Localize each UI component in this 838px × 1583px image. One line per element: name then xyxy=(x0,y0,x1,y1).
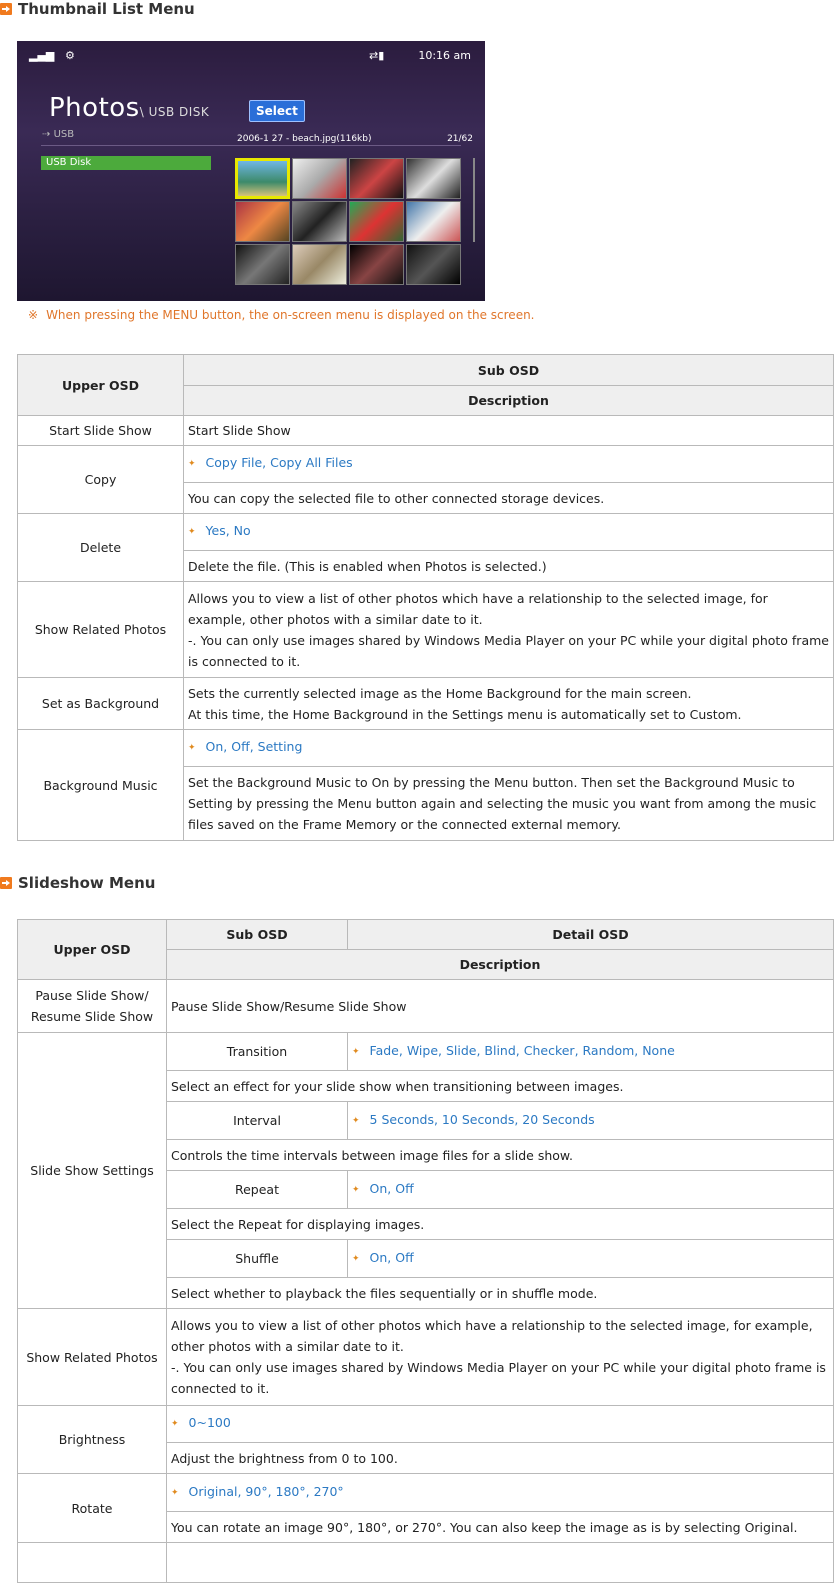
section-title-thumbnail xyxy=(0,0,195,18)
arrow-right-icon xyxy=(0,3,12,15)
scrollbar[interactable] xyxy=(473,158,475,242)
section-title-text: Thumbnail List Menu xyxy=(18,0,195,18)
header-description: Description xyxy=(184,386,834,416)
header-detail-osd: Detail OSD xyxy=(348,920,834,950)
row-description: Pause Slide Show/Resume Slide Show xyxy=(167,980,834,1033)
thumbnail[interactable] xyxy=(292,244,347,285)
row-label: Show Related Photos xyxy=(18,582,184,678)
thumbnail[interactable] xyxy=(292,201,347,242)
thumbnail[interactable] xyxy=(406,201,461,242)
thumbnail[interactable] xyxy=(235,244,290,285)
row-options: ✦ On, Off xyxy=(348,1171,834,1209)
menu-note: ※ When pressing the MENU button, the on-screen menu is displayed on the screen. xyxy=(28,308,535,322)
row-label: Rotate xyxy=(18,1474,167,1543)
row-options: ✦ 5 Seconds, 10 Seconds, 20 Seconds xyxy=(348,1102,834,1140)
row-description: Set the Background Music to On by pressing the Menu button. Then set the Background Music to Setting by pressing the Menu button again and selecting the music you want from among the music files saved on the Frame Memory or the connected external memory. xyxy=(184,767,834,841)
header-upper-osd: Upper OSD xyxy=(18,355,184,416)
row-options: ✦ Fade, Wipe, Slide, Blind, Checker, Random, None xyxy=(348,1033,834,1071)
sub-label: Repeat xyxy=(167,1171,348,1209)
row-label: Brightness xyxy=(18,1406,167,1474)
row-label: Set as Background xyxy=(18,678,184,730)
row-description: Allows you to view a list of other photos which have a relationship to the selected image, for example, other photos with a similar date to it. -. You can only use images shared by Windows Media Player on your PC while your digital photo frame is connected to it. xyxy=(167,1309,834,1406)
row-label xyxy=(18,1543,167,1583)
row-description: You can copy the selected file to other connected storage devices. xyxy=(184,483,834,514)
row-description: Delete the file. (This is enabled when Photos is selected.) xyxy=(184,551,834,582)
thumbnail-menu-table xyxy=(17,354,834,841)
row-description: Select whether to playback the files sequentially or in shuffle mode. xyxy=(167,1278,834,1309)
thumbnail[interactable] xyxy=(292,158,347,199)
thumbnail[interactable] xyxy=(406,158,461,199)
usb-icon: ⇄▮ xyxy=(369,49,385,62)
settings-icon: ⚙ xyxy=(65,49,75,62)
row-description: Allows you to view a list of other photos which have a relationship to the selected image, for example, other photos with a similar date to it. -. You can only use images shared by Windows Media Player on your PC while your digital photo frame is connected to it. xyxy=(184,582,834,678)
header-sub-osd: Sub OSD xyxy=(167,920,348,950)
row-label: Start Slide Show xyxy=(18,416,184,446)
select-button[interactable]: Select xyxy=(249,100,305,122)
row-description: Start Slide Show xyxy=(184,416,834,446)
signal-icon: ▂▄▆ xyxy=(29,49,55,62)
header-description: Description xyxy=(167,950,834,980)
row-description xyxy=(167,1543,834,1583)
row-options: ✦ On, Off xyxy=(348,1240,834,1278)
row-description: Sets the currently selected image as the Home Background for the main screen. At this time, the Home Background in the Settings menu is automatically set to Custom. xyxy=(184,678,834,730)
thumbnail-grid xyxy=(235,158,467,290)
file-info: 2006-1 27 - beach.jpg(116kb) xyxy=(237,134,372,144)
divider xyxy=(41,145,461,146)
arrow-right-icon xyxy=(0,877,12,889)
screen-title: Photos\ USB DISK xyxy=(49,93,210,123)
thumbnail-selected[interactable] xyxy=(235,158,290,199)
row-options: ✦ Copy File, Copy All Files xyxy=(184,446,834,483)
row-description: Adjust the brightness from 0 to 100. xyxy=(167,1443,834,1474)
usb-disk-item[interactable]: USB Disk xyxy=(41,156,211,170)
row-options: ✦ Original, 90°, 180°, 270° xyxy=(167,1474,834,1512)
row-label: Background Music xyxy=(18,730,184,841)
status-time: 10:16 am xyxy=(418,49,471,62)
row-label: Slide Show Settings xyxy=(18,1033,167,1309)
sub-label: Shuffle xyxy=(167,1240,348,1278)
thumbnail[interactable] xyxy=(406,244,461,285)
row-description: Select an effect for your slide show when transitioning between images. xyxy=(167,1071,834,1102)
row-options: ✦ On, Off, Setting xyxy=(184,730,834,767)
header-upper-osd: Upper OSD xyxy=(18,920,167,980)
thumbnail[interactable] xyxy=(349,201,404,242)
device-screenshot xyxy=(17,41,485,301)
source-usb: ⇢ USB xyxy=(42,129,75,140)
sub-label: Interval xyxy=(167,1102,348,1140)
section-title-text: Slideshow Menu xyxy=(18,874,156,892)
header-sub-osd: Sub OSD xyxy=(184,355,834,386)
thumbnail[interactable] xyxy=(349,158,404,199)
sub-label: Transition xyxy=(167,1033,348,1071)
row-options: ✦ Yes, No xyxy=(184,514,834,551)
slideshow-menu-table xyxy=(17,919,834,1583)
reference-mark-icon: ※ xyxy=(28,308,39,322)
row-label: Copy xyxy=(18,446,184,514)
thumbnail[interactable] xyxy=(349,244,404,285)
row-options: ✦ 0~100 xyxy=(167,1406,834,1443)
thumbnail[interactable] xyxy=(235,201,290,242)
screen-subtitle: \ USB DISK xyxy=(139,105,210,119)
file-counter: 21/62 xyxy=(447,134,473,144)
row-description: Controls the time intervals between image files for a slide show. xyxy=(167,1140,834,1171)
row-description: Select the Repeat for displaying images. xyxy=(167,1209,834,1240)
section-title-slideshow xyxy=(0,874,155,892)
row-label: Show Related Photos xyxy=(18,1309,167,1406)
row-label: Pause Slide Show/ Resume Slide Show xyxy=(18,980,167,1033)
row-description: You can rotate an image 90°, 180°, or 270°. You can also keep the image as is by selecting Original. xyxy=(167,1512,834,1543)
row-label: Delete xyxy=(18,514,184,582)
